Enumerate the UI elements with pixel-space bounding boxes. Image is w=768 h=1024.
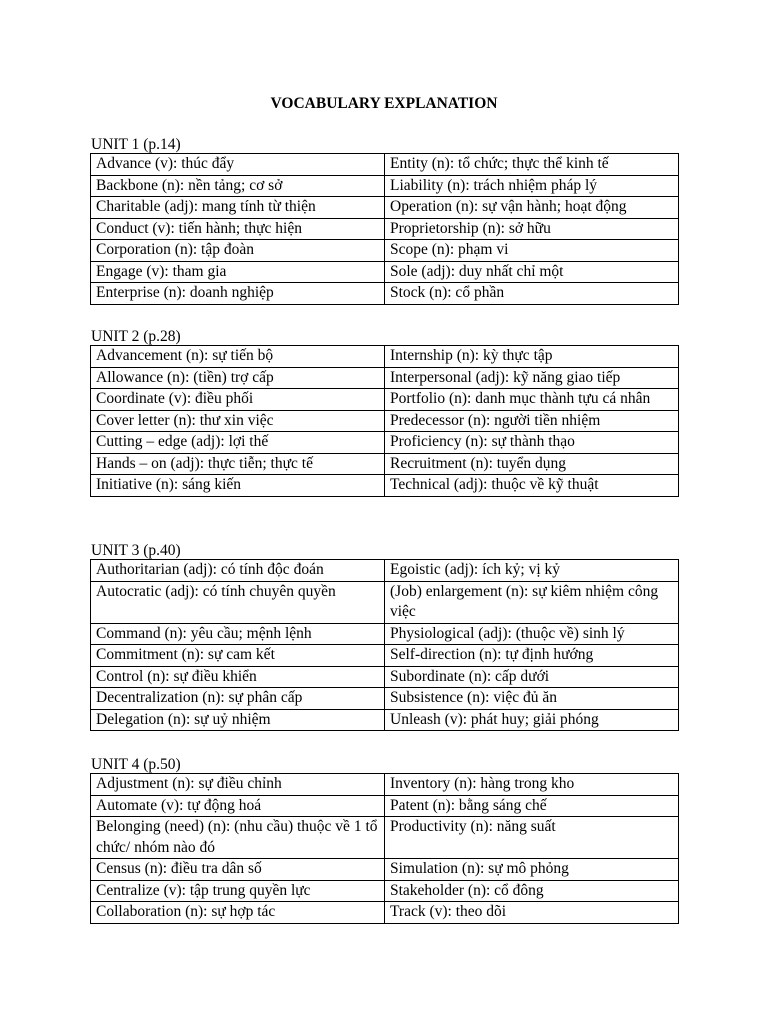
table-row — [91, 688, 679, 710]
table-row — [91, 902, 679, 924]
unit-1-section — [90, 135, 678, 305]
table-row — [91, 346, 679, 368]
table-cell: Conduct (v): tiến hành; thực hiện — [91, 218, 385, 240]
table-row — [91, 240, 679, 262]
table-cell: Autocratic (adj): có tính chuyên quyền — [91, 581, 385, 623]
page-title: VOCABULARY EXPLANATION — [270, 95, 498, 112]
table-row — [91, 453, 679, 475]
table-row — [91, 581, 679, 623]
table-row — [91, 389, 679, 411]
unit-heading: UNIT 2 (p.28) — [91, 328, 181, 345]
table-row — [91, 817, 679, 859]
table-row — [91, 774, 679, 796]
table-row — [91, 666, 679, 688]
table-cell: Scope (n): phạm vi — [385, 240, 679, 262]
table-cell: Stakeholder (n): cổ đông — [385, 880, 679, 902]
table-cell: Physiological (adj): (thuộc về) sinh lý — [385, 623, 679, 645]
table-row — [91, 475, 679, 497]
table-cell: Engage (v): tham gia — [91, 261, 385, 283]
table-cell: Coordinate (v): điều phối — [91, 389, 385, 411]
table-cell: Subordinate (n): cấp dưới — [385, 666, 679, 688]
table-cell: Backbone (n): nền tảng; cơ sở — [91, 175, 385, 197]
table-cell: Automate (v): tự động hoá — [91, 795, 385, 817]
table-row — [91, 645, 679, 667]
table-cell: Advance (v): thúc đẩy — [91, 154, 385, 176]
vocabulary-table — [90, 345, 679, 497]
table-cell: Delegation (n): sự uỷ nhiệm — [91, 709, 385, 731]
table-cell: Initiative (n): sáng kiến — [91, 475, 385, 497]
table-cell: Collaboration (n): sự hợp tác — [91, 902, 385, 924]
table-cell: Proficiency (n): sự thành thạo — [385, 432, 679, 454]
table-row — [91, 283, 679, 305]
table-cell: Liability (n): trách nhiệm pháp lý — [385, 175, 679, 197]
table-cell: Patent (n): bằng sáng chế — [385, 795, 679, 817]
unit-heading: UNIT 4 (p.50) — [91, 756, 181, 773]
table-cell: Decentralization (n): sự phân cấp — [91, 688, 385, 710]
table-cell: Control (n): sự điều khiển — [91, 666, 385, 688]
table-cell: Self-direction (n): tự định hướng — [385, 645, 679, 667]
table-cell: Hands – on (adj): thực tiễn; thực tế — [91, 453, 385, 475]
table-cell: Authoritarian (adj): có tính độc đoán — [91, 560, 385, 582]
table-cell: Advancement (n): sự tiến bộ — [91, 346, 385, 368]
table-row — [91, 410, 679, 432]
table-cell: Internship (n): kỳ thực tập — [385, 346, 679, 368]
table-cell: Track (v): theo dõi — [385, 902, 679, 924]
table-cell: Commitment (n): sự cam kết — [91, 645, 385, 667]
table-cell: Sole (adj): duy nhất chỉ một — [385, 261, 679, 283]
unit-3-section — [90, 541, 678, 731]
unit-heading: UNIT 3 (p.40) — [91, 542, 181, 559]
table-cell: Unleash (v): phát huy; giải phóng — [385, 709, 679, 731]
table-row — [91, 709, 679, 731]
table-row — [91, 367, 679, 389]
table-cell: Census (n): điều tra dân số — [91, 859, 385, 881]
table-cell: Charitable (adj): mang tính từ thiện — [91, 197, 385, 219]
table-row — [91, 623, 679, 645]
table-cell: Technical (adj): thuộc về kỹ thuật — [385, 475, 679, 497]
table-cell: Subsistence (n): việc đủ ăn — [385, 688, 679, 710]
unit-2-section — [90, 327, 678, 497]
table-cell: Adjustment (n): sự điều chỉnh — [91, 774, 385, 796]
table-cell: Centralize (v): tập trung quyền lực — [91, 880, 385, 902]
table-row — [91, 880, 679, 902]
table-cell: Predecessor (n): người tiền nhiệm — [385, 410, 679, 432]
table-cell: Recruitment (n): tuyển dụng — [385, 453, 679, 475]
table-cell: Allowance (n): (tiền) trợ cấp — [91, 367, 385, 389]
table-cell: Entity (n): tổ chức; thực thể kinh tế — [385, 154, 679, 176]
table-cell: Egoistic (adj): ích kỷ; vị kỷ — [385, 560, 679, 582]
table-cell: Cover letter (n): thư xin việc — [91, 410, 385, 432]
unit-heading: UNIT 1 (p.14) — [91, 136, 181, 153]
table-row — [91, 560, 679, 582]
unit-4-section — [90, 755, 678, 924]
table-row — [91, 432, 679, 454]
table-row — [91, 218, 679, 240]
table-cell: Portfolio (n): danh mục thành tựu cá nhân — [385, 389, 679, 411]
vocabulary-table — [90, 559, 679, 731]
table-cell: Proprietorship (n): sở hữu — [385, 218, 679, 240]
table-cell: Inventory (n): hàng trong kho — [385, 774, 679, 796]
vocabulary-table — [90, 153, 679, 305]
table-cell: Stock (n): cổ phần — [385, 283, 679, 305]
table-cell: Command (n): yêu cầu; mệnh lệnh — [91, 623, 385, 645]
table-cell: Productivity (n): năng suất — [385, 817, 679, 859]
table-cell: Corporation (n): tập đoàn — [91, 240, 385, 262]
table-cell: Enterprise (n): doanh nghiệp — [91, 283, 385, 305]
table-row — [91, 261, 679, 283]
table-row — [91, 197, 679, 219]
table-row — [91, 154, 679, 176]
table-row — [91, 795, 679, 817]
table-cell: Belonging (need) (n): (nhu cầu) thuộc về 1 tổ chức/ nhóm nào đó — [91, 817, 385, 859]
table-cell: Simulation (n): sự mô phỏng — [385, 859, 679, 881]
vocabulary-table — [90, 773, 679, 924]
table-cell: Interpersonal (adj): kỹ năng giao tiếp — [385, 367, 679, 389]
table-cell: (Job) enlargement (n): sự kiêm nhiệm công việc — [385, 581, 679, 623]
table-row — [91, 175, 679, 197]
table-cell: Cutting – edge (adj): lợi thế — [91, 432, 385, 454]
table-row — [91, 859, 679, 881]
table-cell: Operation (n): sự vận hành; hoạt động — [385, 197, 679, 219]
